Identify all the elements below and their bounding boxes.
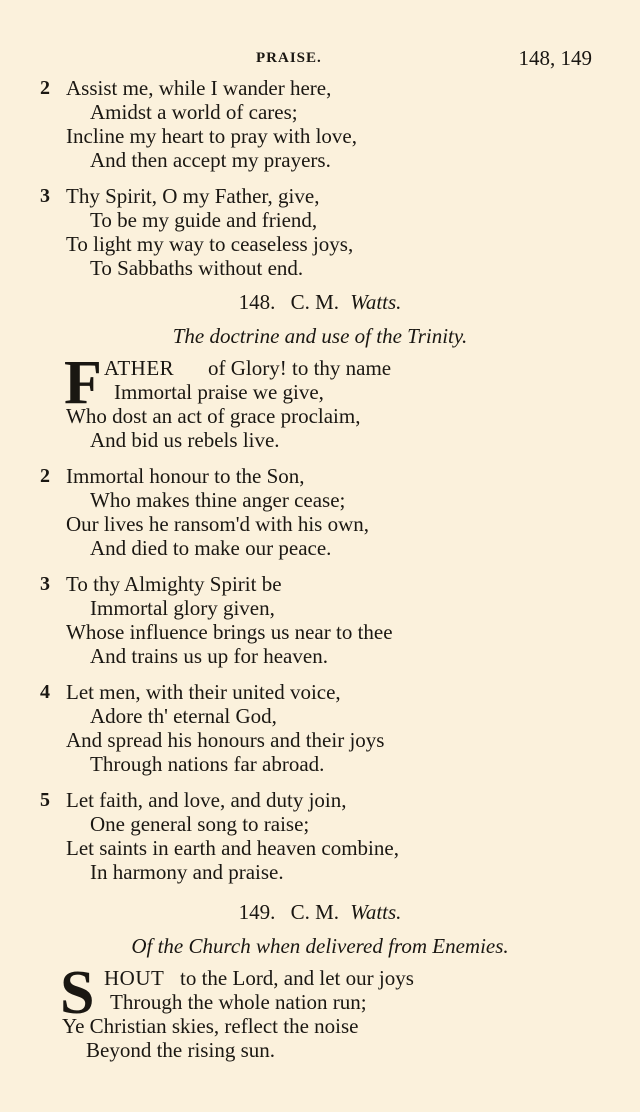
verse-line: And then accept my prayers. <box>90 148 331 172</box>
running-head-title: PRAISE. <box>256 50 322 66</box>
verse-line: Let faith, and love, and duty join, <box>66 788 347 812</box>
hymn-148-subtitle: The doctrine and use of the Trinity. <box>172 324 468 348</box>
verse-line: Thy Spirit, O my Father, give, <box>66 184 320 208</box>
first-word-caps: HOUT <box>104 966 165 990</box>
hymn-149-subtitle: Of the Church when delivered from Enemies. <box>131 934 509 958</box>
hymn-meter: C. M. <box>290 290 339 314</box>
hymn-meter: C. M. <box>290 900 339 924</box>
verse-line: Assist me, while I wander here, <box>66 76 332 100</box>
stanza-number: 2 <box>40 77 50 99</box>
verse-line: Immortal glory given, <box>90 596 275 620</box>
verse-line: Whose influence brings us near to thee <box>66 620 393 644</box>
stanza-number: 5 <box>40 789 50 811</box>
verse-line: And spread his honours and their joys <box>66 728 385 752</box>
verse-line: In harmony and praise. <box>90 860 284 884</box>
verse-line: Ye Christian skies, reflect the noise <box>62 1014 359 1038</box>
verse-line: To be my guide and friend, <box>90 208 318 232</box>
running-head-hymn-numbers: 148, 149 <box>518 46 592 70</box>
verse-line: Our lives he ransom'd with his own, <box>66 512 370 536</box>
hymn-author: Watts. <box>350 290 402 314</box>
verse-line: Let men, with their united voice, <box>66 680 341 704</box>
verse-line: To Sabbaths without end. <box>90 256 304 280</box>
drop-cap: S <box>60 959 95 1027</box>
verse-line: Through the whole nation run; <box>110 990 367 1014</box>
hymn-149-heading <box>0 900 640 925</box>
verse-line: of Glory! to thy name <box>208 356 392 380</box>
verse-line: Amidst a world of cares; <box>90 100 298 124</box>
verse-line: To light my way to ceaseless joys, <box>66 232 354 256</box>
hymn-number: 149. <box>238 900 276 924</box>
stanza-number: 3 <box>40 573 50 595</box>
verse-line: And bid us rebels live. <box>90 428 280 452</box>
verse-line: Immortal honour to the Son, <box>66 464 305 488</box>
verse-line: Immortal praise we give, <box>114 380 324 404</box>
verse-line: Through nations far abroad. <box>90 752 325 776</box>
verse-line: Beyond the rising sun. <box>86 1038 275 1062</box>
verse-line: And died to make our peace. <box>90 536 332 560</box>
verse-line: And trains us up for heaven. <box>90 644 328 668</box>
verse-line: To thy Almighty Spirit be <box>66 572 282 596</box>
hymn-author: Watts. <box>350 900 402 924</box>
stanza-number: 2 <box>40 465 50 487</box>
verse-line: Who makes thine anger cease; <box>90 488 346 512</box>
drop-cap: F <box>64 349 102 417</box>
verse-line: One general song to raise; <box>90 812 310 836</box>
running-head <box>0 48 640 70</box>
verse-line: Who dost an act of grace proclaim, <box>66 404 361 428</box>
verse-line: to the Lord, and let our joys <box>180 966 414 990</box>
hymn-number: 148. <box>238 290 276 314</box>
hymn-148-heading <box>0 290 640 315</box>
verse-line: Incline my heart to pray with love, <box>66 124 357 148</box>
first-word-caps: ATHER <box>104 356 175 380</box>
stanza-number: 4 <box>40 681 50 703</box>
verse-line: Let saints in earth and heaven combine, <box>66 836 399 860</box>
verse-line: Adore th' eternal God, <box>90 704 277 728</box>
stanza-number: 3 <box>40 185 50 207</box>
